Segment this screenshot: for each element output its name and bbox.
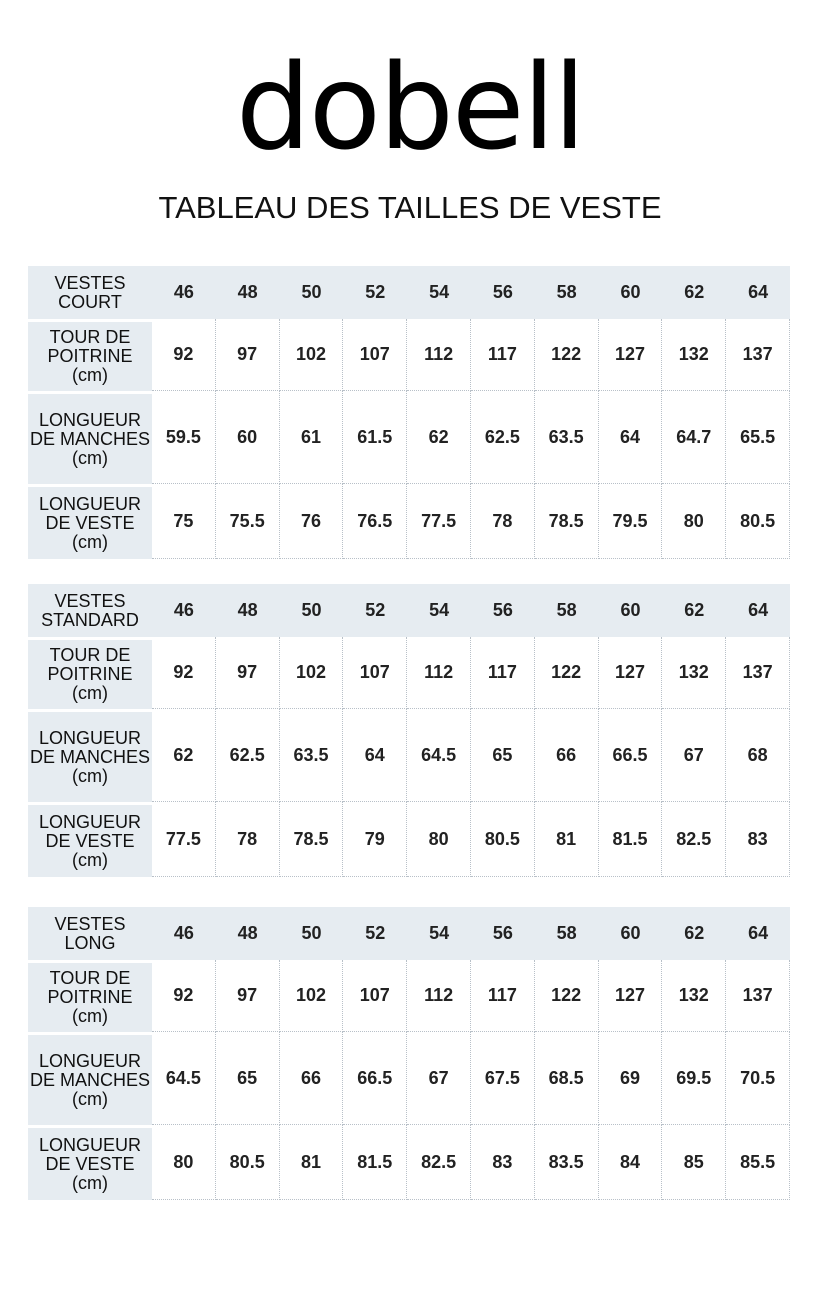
size-header: 62 bbox=[662, 584, 726, 637]
size-header: 48 bbox=[216, 266, 280, 319]
measurement-value: 122 bbox=[535, 319, 599, 391]
measurement-value: 66 bbox=[280, 1032, 344, 1125]
size-header: 46 bbox=[152, 266, 216, 319]
measurement-label: TOUR DE POITRINE (cm) bbox=[28, 319, 152, 391]
measurement-value: 64.5 bbox=[152, 1032, 216, 1125]
size-header: 62 bbox=[662, 266, 726, 319]
size-header: 64 bbox=[726, 907, 790, 960]
measurement-value: 112 bbox=[407, 319, 471, 391]
measurement-value: 132 bbox=[662, 637, 726, 709]
measurement-value: 97 bbox=[216, 637, 280, 709]
measurement-value: 64.5 bbox=[407, 709, 471, 802]
measurement-value: 62 bbox=[152, 709, 216, 802]
measurement-value: 92 bbox=[152, 319, 216, 391]
size-header-row bbox=[28, 907, 790, 960]
measurement-value: 68 bbox=[726, 709, 790, 802]
measurement-value: 117 bbox=[471, 319, 535, 391]
measurement-value: 107 bbox=[343, 319, 407, 391]
measurement-value: 117 bbox=[471, 637, 535, 709]
measurement-value: 68.5 bbox=[535, 1032, 599, 1125]
measurement-label: TOUR DE POITRINE (cm) bbox=[28, 637, 152, 709]
measurement-value: 78 bbox=[216, 802, 280, 877]
measurement-value: 137 bbox=[726, 319, 790, 391]
measurement-value: 63.5 bbox=[535, 391, 599, 484]
table-row bbox=[28, 391, 790, 484]
measurement-value: 70.5 bbox=[726, 1032, 790, 1125]
measurement-value: 65.5 bbox=[726, 391, 790, 484]
size-header: 56 bbox=[471, 266, 535, 319]
jacket-type-label: VESTES COURT bbox=[28, 266, 152, 319]
measurement-value: 127 bbox=[599, 960, 663, 1032]
measurement-value: 78.5 bbox=[280, 802, 344, 877]
measurement-value: 61.5 bbox=[343, 391, 407, 484]
measurement-value: 62 bbox=[407, 391, 471, 484]
measurement-value: 97 bbox=[216, 960, 280, 1032]
measurement-value: 127 bbox=[599, 319, 663, 391]
measurement-value: 102 bbox=[280, 637, 344, 709]
measurement-value: 137 bbox=[726, 637, 790, 709]
size-header: 56 bbox=[471, 907, 535, 960]
size-header: 54 bbox=[407, 266, 471, 319]
measurement-value: 122 bbox=[535, 960, 599, 1032]
brand-logo: dobell bbox=[235, 38, 585, 176]
measurement-label: LONGUEUR DE MANCHES (cm) bbox=[28, 1032, 152, 1125]
measurement-value: 92 bbox=[152, 960, 216, 1032]
measurement-value: 82.5 bbox=[407, 1125, 471, 1200]
measurement-value: 122 bbox=[535, 637, 599, 709]
measurement-value: 82.5 bbox=[662, 802, 726, 877]
table-row bbox=[28, 1032, 790, 1125]
measurement-value: 81.5 bbox=[343, 1125, 407, 1200]
measurement-value: 76 bbox=[280, 484, 344, 559]
size-header: 56 bbox=[471, 584, 535, 637]
measurement-value: 84 bbox=[599, 1125, 663, 1200]
measurement-value: 80 bbox=[152, 1125, 216, 1200]
measurement-value: 67 bbox=[407, 1032, 471, 1125]
size-header: 60 bbox=[599, 266, 663, 319]
measurement-value: 107 bbox=[343, 960, 407, 1032]
measurement-value: 85 bbox=[662, 1125, 726, 1200]
table-row bbox=[28, 319, 790, 391]
measurement-value: 102 bbox=[280, 319, 344, 391]
measurement-value: 127 bbox=[599, 637, 663, 709]
table-row bbox=[28, 637, 790, 709]
jacket-type-label: VESTES LONG bbox=[28, 907, 152, 960]
measurement-value: 80.5 bbox=[726, 484, 790, 559]
measurement-value: 64.7 bbox=[662, 391, 726, 484]
measurement-label: LONGUEUR DE MANCHES (cm) bbox=[28, 391, 152, 484]
measurement-value: 62.5 bbox=[471, 391, 535, 484]
size-header: 52 bbox=[343, 907, 407, 960]
measurement-value: 117 bbox=[471, 960, 535, 1032]
measurement-value: 63.5 bbox=[280, 709, 344, 802]
measurement-value: 67 bbox=[662, 709, 726, 802]
measurement-value: 132 bbox=[662, 960, 726, 1032]
measurement-value: 97 bbox=[216, 319, 280, 391]
measurement-value: 102 bbox=[280, 960, 344, 1032]
jacket-type-label: VESTES STANDARD bbox=[28, 584, 152, 637]
measurement-value: 132 bbox=[662, 319, 726, 391]
table-row bbox=[28, 709, 790, 802]
measurement-value: 60 bbox=[216, 391, 280, 484]
measurement-value: 77.5 bbox=[152, 802, 216, 877]
measurement-value: 83 bbox=[471, 1125, 535, 1200]
size-header: 54 bbox=[407, 584, 471, 637]
measurement-value: 92 bbox=[152, 637, 216, 709]
table-row bbox=[28, 484, 790, 559]
measurement-value: 65 bbox=[216, 1032, 280, 1125]
measurement-value: 80.5 bbox=[216, 1125, 280, 1200]
size-header-row bbox=[28, 584, 790, 637]
measurement-value: 83.5 bbox=[535, 1125, 599, 1200]
measurement-value: 69 bbox=[599, 1032, 663, 1125]
table-row bbox=[28, 960, 790, 1032]
measurement-value: 67.5 bbox=[471, 1032, 535, 1125]
measurement-value: 80 bbox=[407, 802, 471, 877]
size-table bbox=[28, 266, 790, 559]
measurement-value: 112 bbox=[407, 637, 471, 709]
size-header: 48 bbox=[216, 907, 280, 960]
measurement-value: 64 bbox=[343, 709, 407, 802]
measurement-value: 83 bbox=[726, 802, 790, 877]
measurement-value: 65 bbox=[471, 709, 535, 802]
size-header-row bbox=[28, 266, 790, 319]
size-table bbox=[28, 907, 790, 1200]
measurement-value: 66 bbox=[535, 709, 599, 802]
size-header: 48 bbox=[216, 584, 280, 637]
size-header: 60 bbox=[599, 907, 663, 960]
measurement-value: 81 bbox=[280, 1125, 344, 1200]
measurement-value: 85.5 bbox=[726, 1125, 790, 1200]
size-header: 52 bbox=[343, 266, 407, 319]
measurement-value: 75 bbox=[152, 484, 216, 559]
measurement-value: 137 bbox=[726, 960, 790, 1032]
size-header: 64 bbox=[726, 266, 790, 319]
size-header: 46 bbox=[152, 584, 216, 637]
measurement-label: LONGUEUR DE VESTE (cm) bbox=[28, 802, 152, 877]
size-header: 50 bbox=[280, 584, 344, 637]
size-header: 46 bbox=[152, 907, 216, 960]
size-header: 60 bbox=[599, 584, 663, 637]
measurement-value: 107 bbox=[343, 637, 407, 709]
measurement-value: 81 bbox=[535, 802, 599, 877]
measurement-value: 62.5 bbox=[216, 709, 280, 802]
size-header: 50 bbox=[280, 266, 344, 319]
measurement-value: 112 bbox=[407, 960, 471, 1032]
measurement-value: 69.5 bbox=[662, 1032, 726, 1125]
measurement-label: LONGUEUR DE MANCHES (cm) bbox=[28, 709, 152, 802]
size-header: 50 bbox=[280, 907, 344, 960]
measurement-value: 80.5 bbox=[471, 802, 535, 877]
measurement-value: 81.5 bbox=[599, 802, 663, 877]
measurement-label: LONGUEUR DE VESTE (cm) bbox=[28, 1125, 152, 1200]
size-header: 54 bbox=[407, 907, 471, 960]
measurement-value: 75.5 bbox=[216, 484, 280, 559]
measurement-value: 79 bbox=[343, 802, 407, 877]
size-header: 64 bbox=[726, 584, 790, 637]
page-title: TABLEAU DES TAILLES DE VESTE bbox=[158, 190, 662, 225]
measurement-value: 61 bbox=[280, 391, 344, 484]
size-table bbox=[28, 584, 790, 877]
size-header: 52 bbox=[343, 584, 407, 637]
measurement-value: 79.5 bbox=[599, 484, 663, 559]
measurement-label: LONGUEUR DE VESTE (cm) bbox=[28, 484, 152, 559]
size-header: 58 bbox=[535, 907, 599, 960]
measurement-value: 77.5 bbox=[407, 484, 471, 559]
measurement-value: 64 bbox=[599, 391, 663, 484]
size-header: 58 bbox=[535, 584, 599, 637]
table-row bbox=[28, 802, 790, 877]
size-header: 62 bbox=[662, 907, 726, 960]
measurement-value: 78.5 bbox=[535, 484, 599, 559]
measurement-value: 80 bbox=[662, 484, 726, 559]
measurement-value: 59.5 bbox=[152, 391, 216, 484]
size-header: 58 bbox=[535, 266, 599, 319]
measurement-value: 66.5 bbox=[343, 1032, 407, 1125]
table-row bbox=[28, 1125, 790, 1200]
measurement-label: TOUR DE POITRINE (cm) bbox=[28, 960, 152, 1032]
measurement-value: 66.5 bbox=[599, 709, 663, 802]
measurement-value: 78 bbox=[471, 484, 535, 559]
measurement-value: 76.5 bbox=[343, 484, 407, 559]
